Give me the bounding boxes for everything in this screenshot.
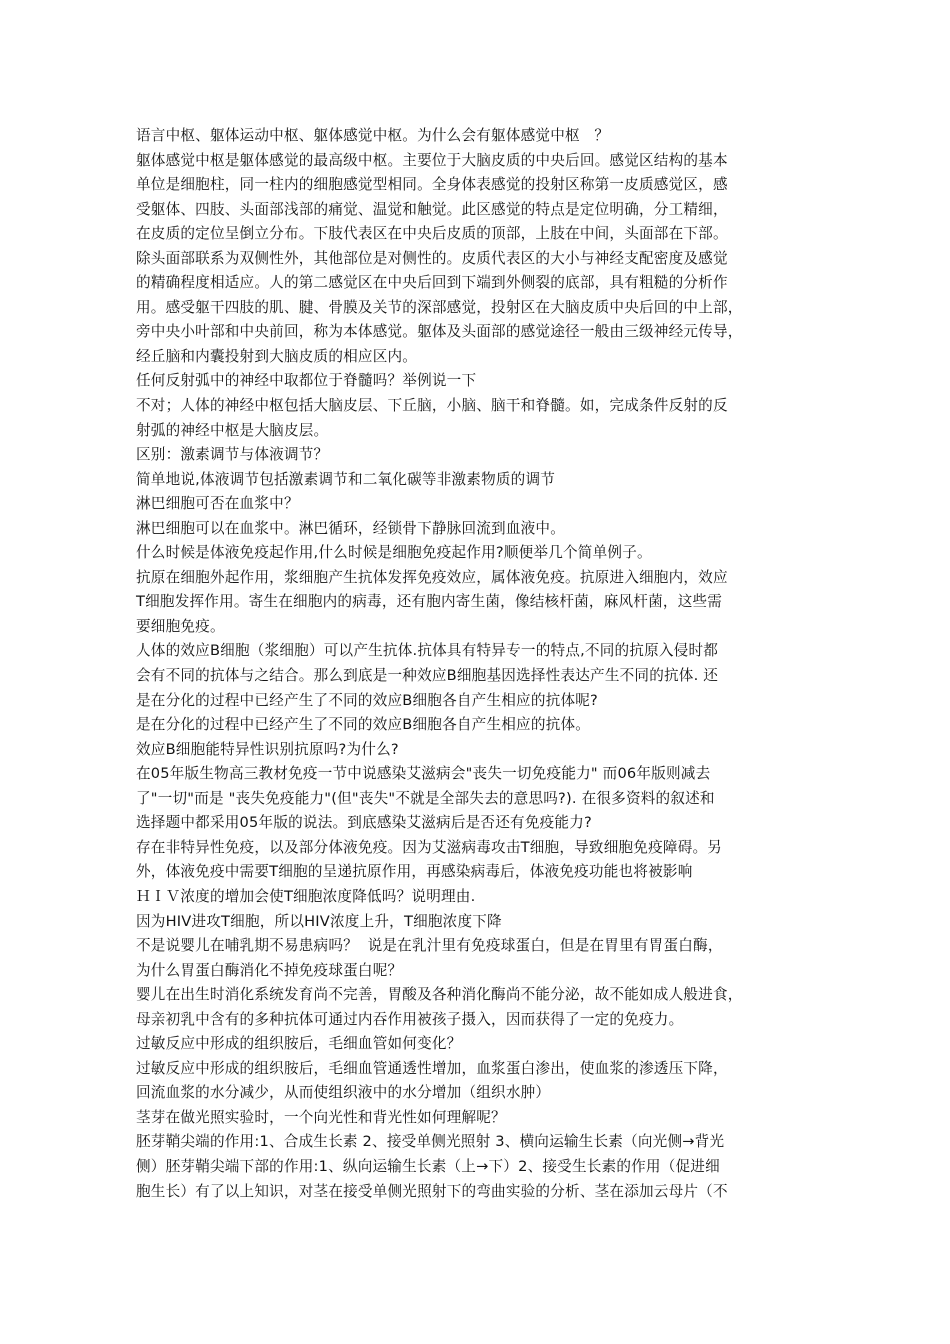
text-line: 效应B细胞能特异性识别抗原吗?为什么? <box>136 740 399 758</box>
text-line: 旁中央小叶部和中央前回，称为本体感觉。躯体及头面部的感觉途径一般由三级神经元传导， <box>136 323 743 341</box>
text-line: 胞生长）有了以上知识，对茎在接受单侧光照射下的弯曲实验的分析、茎在添加云母片（不 <box>136 1182 728 1200</box>
text-line: 不是说婴儿在哺乳期不易患病吗？ 说是在乳汁里有免疫球蛋白，但是在胃里有胃蛋白酶， <box>136 937 723 955</box>
text-line: 了"一切"而是 "丧失免疫能力"(但"丧失"不就是全部失去的意思吗?). 在很多资料的叙述和 <box>136 789 715 807</box>
text-line: 淋巴细胞可以在血浆中。淋巴循环，经锁骨下静脉回流到血液中。 <box>136 519 566 537</box>
text-line: T细胞发挥作用。寄生在细胞内的病毒，还有胞内寄生菌，像结核杆菌，麻风杆菌，这些需 <box>136 593 723 611</box>
text-line: 区别：激素调节与体液调节？ <box>136 446 329 464</box>
text-line: 经丘脑和内囊投射到大脑皮质的相应区内。 <box>136 347 418 365</box>
text-line: 为什么胃蛋白酶消化不掉免疫球蛋白呢？ <box>136 961 403 979</box>
text-line: 母亲初乳中含有的多种抗体可通过内吞作用被孩子摄入，因而获得了一定的免疫力。 <box>136 1010 684 1028</box>
text-line: 什么时候是体液免疫起作用,什么时候是细胞免疫起作用?顺便举几个简单例子。 <box>136 544 652 562</box>
text-line: 简单地说,体液调节包括激素调节和二氧化碳等非激素物质的调节 <box>136 470 556 488</box>
text-line: 过敏反应中形成的组织胺后，毛细血管如何变化？ <box>136 1035 462 1053</box>
text-line: 因为HIV进攻T细胞，所以HIV浓度上升，T细胞浓度下降 <box>136 912 502 930</box>
text-line: 是在分化的过程中已经产生了不同的效应B细胞各自产生相应的抗体。 <box>136 716 591 734</box>
text-line: ＨＩＶ浓度的增加会使T细胞浓度降低吗？说明理由. <box>136 887 476 905</box>
text-line: 躯体感觉中枢是躯体感觉的最高级中枢。主要位于大脑皮质的中央后回。感觉区结构的基本 <box>136 151 728 169</box>
text-line: 射弧的神经中枢是大脑皮层。 <box>136 421 329 439</box>
text-line: 除头面部联系为双侧性外，其他部位是对侧性的。皮质代表区的大小与神经支配密度及感觉 <box>136 249 728 267</box>
text-line: 在皮质的定位呈倒立分布。下肢代表区在中央后皮质的顶部，上肢在中间，头面部在下部。 <box>136 225 728 243</box>
text-line: 婴儿在出生时消化系统发育尚不完善，胃酸及各种消化酶尚不能分泌，故不能如成人般进食， <box>136 986 743 1004</box>
text-line: 存在非特异性免疫，以及部分体液免疫。因为艾滋病毒攻击T细胞，导致细胞免疫障碍。另 <box>136 838 723 856</box>
text-line: 选择题中都采用05年版的说法。到底感染艾滋病后是否还有免疫能力? <box>136 814 592 832</box>
text-line: 侧）胚芽鞘尖端下部的作用:1、纵向运输生长素（上→下）2、接受生长素的作用（促进细 <box>136 1157 720 1175</box>
text-line: 受躯体、四肢、头面部浅部的痛觉、温觉和触觉。此区感觉的特点是定位明确，分工精细， <box>136 200 728 218</box>
text-line: 淋巴细胞可否在血浆中？ <box>136 495 299 513</box>
text-line: 用。感受躯干四肢的肌、腱、骨膜及关节的深部感觉，投射区在大脑皮质中央后回的中上部， <box>136 298 743 316</box>
document-body <box>136 124 826 1204</box>
text-line: 单位是细胞柱，同一柱内的细胞感觉型相同。全身体表感觉的投射区称第一皮质感觉区，感 <box>136 176 728 194</box>
text-line: 茎芽在做光照实验时，一个向光性和背光性如何理解呢？ <box>136 1108 506 1126</box>
text-line: 不对；人体的神经中枢包括大脑皮层、下丘脑，小脑、脑干和脊髓。如，完成条件反射的反 <box>136 397 728 415</box>
text-line: 任何反射弧中的神经中取都位于脊髓吗？举例说一下 <box>136 372 477 390</box>
text-line: 语言中枢、躯体运动中枢、躯体感觉中枢。为什么会有躯体感觉中枢 ？ <box>136 127 610 144</box>
text-line: 会有不同的抗体与之结合。那么到底是一种效应B细胞基因选择性表达产生不同的抗体. 还 <box>136 667 719 685</box>
text-line: 人体的效应B细胞（浆细胞）可以产生抗体.抗体具有特异专一的特点,不同的抗原入侵时都 <box>136 642 719 660</box>
text-line: 的精确程度相适应。人的第二感觉区在中央后回到下端到外侧裂的底部，具有粗糙的分析作 <box>136 274 728 292</box>
text-line: 要细胞免疫。 <box>136 617 225 635</box>
text-line: 胚芽鞘尖端的作用:1、合成生长素 2、接受单侧光照射 3、横向运输生长素（向光侧→背光 <box>136 1133 725 1151</box>
text-line: 抗原在细胞外起作用，浆细胞产生抗体发挥免疫效应，属体液免疫。抗原进入细胞内，效应 <box>136 568 728 586</box>
text-line: 在05年版生物高三教材免疫一节中说感染艾滋病会"丧失一切免疫能力" 而06年版则减去 <box>136 765 711 783</box>
text-line: 是在分化的过程中已经产生了不同的效应B细胞各自产生相应的抗体呢? <box>136 691 598 709</box>
text-line: 过敏反应中形成的组织胺后，毛细血管通透性增加，血浆蛋白渗出，使血浆的渗透压下降， <box>136 1059 728 1077</box>
text-line: 回流血浆的水分减少，从而使组织液中的水分增加（组织水肿） <box>136 1084 551 1102</box>
text-line: 外，体液免疫中需要T细胞的呈递抗原作用，再感染病毒后，体液免疫功能也将被影响 <box>136 863 693 881</box>
